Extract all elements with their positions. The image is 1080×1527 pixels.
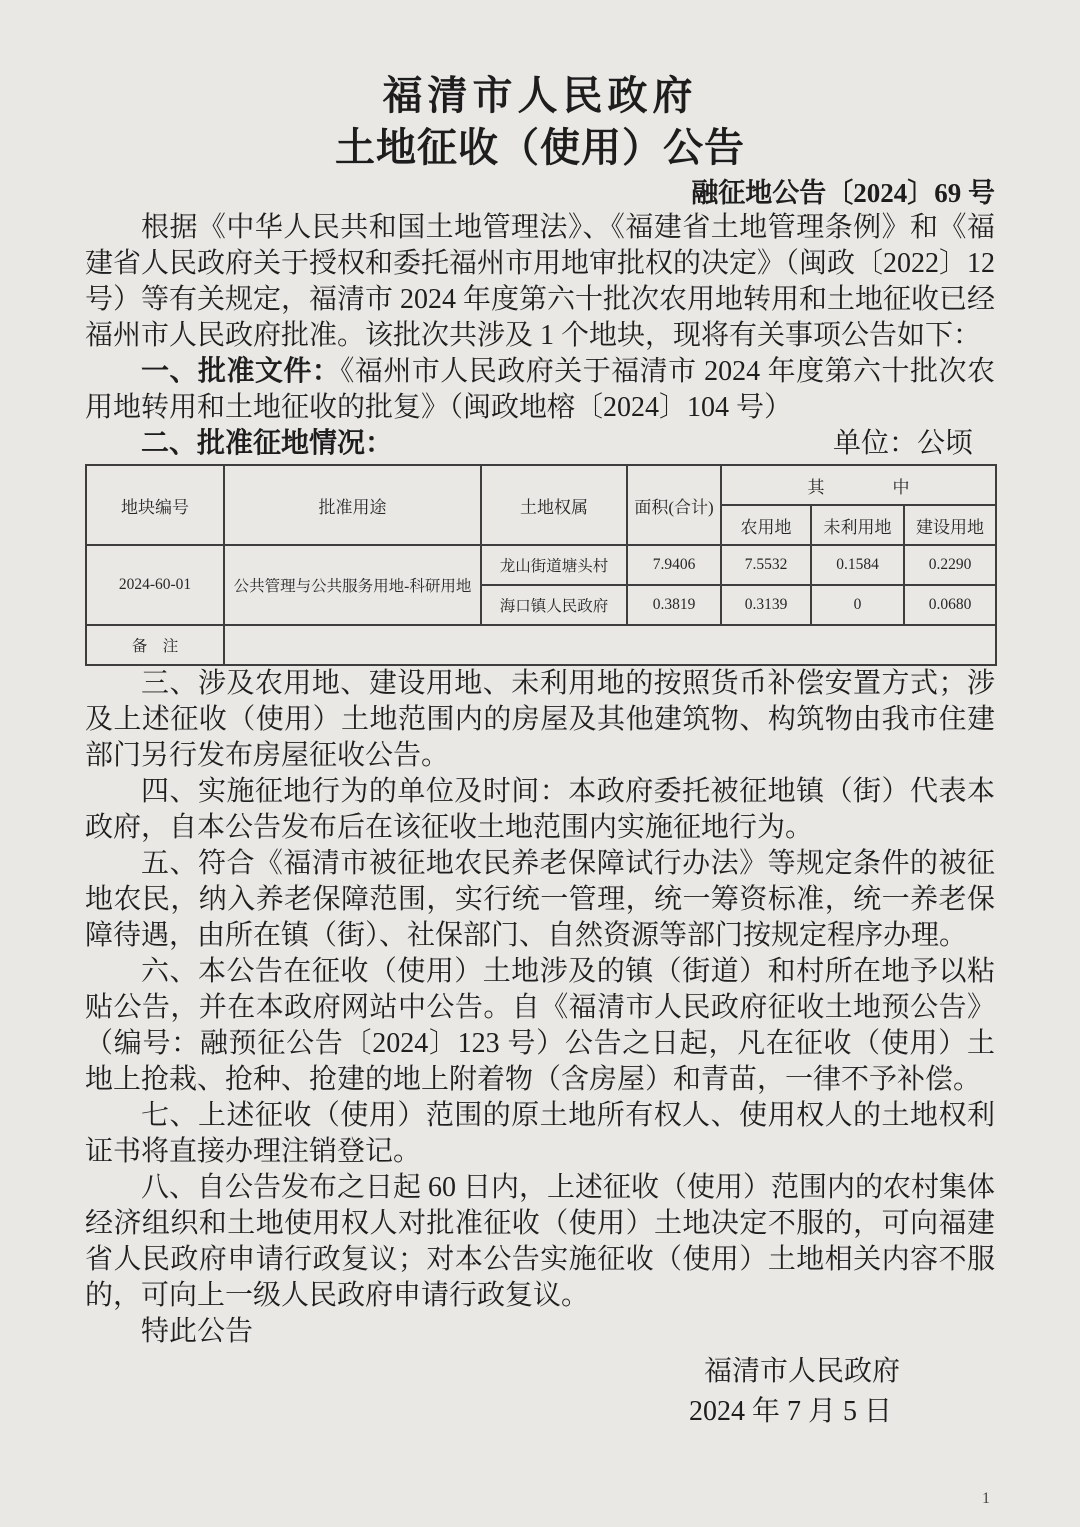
header-unused: 未利用地 [811, 505, 904, 545]
table-header-row-1 [86, 465, 996, 505]
header-area-total: 面积(合计) [627, 465, 721, 545]
paragraph-section-6: 六、本公告在征收（使用）土地涉及的镇（街道）和村所在地予以粘贴公告，并在本政府网站中公告。自《福清市人民政府征收土地预公告》（编号：融预征公告〔2024〕123 号）公告之日起，凡在征收（使用）土地上抢栽、抢种、抢建的地上附着物（含房屋）和青苗，一律不予补偿。 [85, 956, 995, 1095]
cell-construction: 0.0680 [904, 585, 996, 625]
document-title-notice: 土地征收（使用）公告 [335, 125, 745, 170]
signature-issuer: 福清市人民政府 [703, 1356, 900, 1387]
cell-total: 7.9406 [627, 545, 721, 585]
unit-label: 单位：公顷 [832, 428, 973, 459]
cell-usage: 公共管理与公共服务用地-科研用地 [224, 545, 481, 625]
section-2-label: 二、批准征地情况： [141, 428, 394, 459]
remark-value [224, 625, 996, 665]
cell-agricultural: 0.3139 [721, 585, 811, 625]
page-number: 1 [982, 1490, 990, 1507]
section-2-row [85, 426, 995, 462]
header-subtotal-group: 其 中 [721, 465, 996, 505]
cell-unused: 0 [811, 585, 904, 625]
header-ownership: 土地权属 [481, 465, 627, 545]
paragraph-section-5: 五、符合《福清市被征地农民养老保障试行办法》等规定条件的被征地农民，纳入养老保障范围，实行统一管理，统一筹资标准，统一养老保障待遇，由所在镇（街）、社保部门、自然资源等部门按规定程序办理。 [85, 848, 995, 951]
cell-unused: 0.1584 [811, 545, 904, 585]
remark-label: 备 注 [86, 625, 224, 665]
paragraph-section-3: 三、涉及农用地、建设用地、未利用地的按照货币补偿安置方式；涉及上述征收（使用）土地范围内的房屋及其他建筑物、构筑物由我市住建部门另行发布房屋征收公告。 [85, 668, 995, 771]
header-plot-id: 地块编号 [86, 465, 224, 545]
cell-plot-id: 2024-60-01 [86, 545, 224, 625]
paragraph-section-1 [85, 354, 995, 426]
cell-owner: 龙山街道塘头村 [481, 545, 627, 585]
signature-date: 2024 年 7 月 5 日 [688, 1396, 892, 1427]
closing-statement: 特此公告 [141, 1316, 254, 1347]
paragraph-intro: 根据《中华人民共和国土地管理法》、《福建省土地管理条例》和《福建省人民政府关于授权和委托福州市用地审批权的决定》（闽政〔2022〕12 号）等有关规定，福清市 2024 年度第六十批次农用地转用和土地征收已经福州市人民政府批准。该批次共涉及 1 个地块，现将有关事项公告如下： [85, 212, 996, 351]
paragraph-section-4: 四、实施征地行为的单位及时间：本政府委托被征地镇（街）代表本政府，自本公告发布后在该征收土地范围内实施征地行为。 [85, 776, 995, 843]
header-usage: 批准用途 [224, 465, 481, 545]
header-construction: 建设用地 [904, 505, 996, 545]
header-agricultural: 农用地 [721, 505, 811, 545]
cell-agricultural: 7.5532 [721, 545, 811, 585]
cell-construction: 0.2290 [904, 545, 996, 585]
table-row [86, 545, 996, 585]
section-1-text: 《福州市人民政府关于福清市 2024 年度第六十批次农用地转用和土地征收的批复》（闽政地榕〔2024〕104 号） [85, 356, 995, 423]
section-1-label: 一、批准文件： [141, 356, 341, 387]
cell-total: 0.3819 [627, 585, 721, 625]
land-expropriation-table [85, 464, 997, 666]
document-number: 融征地公告〔2024〕69 号 [691, 178, 995, 208]
paragraph-section-8: 八、自公告发布之日起 60 日内，上述征收（使用）范围内的农村集体经济组织和土地使用权人对批准征收（使用）土地决定不服的，可向福建省人民政府申请行政复议；对本公告实施征收（使用）土地相关内容不服的，可向上一级人民政府申请行政复议。 [85, 1172, 996, 1311]
table-remark-row [86, 625, 996, 665]
paragraph-section-7: 七、上述征收（使用）范围的原土地所有权人、使用权人的土地权利证书将直接办理注销登记。 [85, 1100, 995, 1167]
document-title-government: 福清市人民政府 [382, 73, 698, 118]
cell-owner: 海口镇人民政府 [481, 585, 627, 625]
